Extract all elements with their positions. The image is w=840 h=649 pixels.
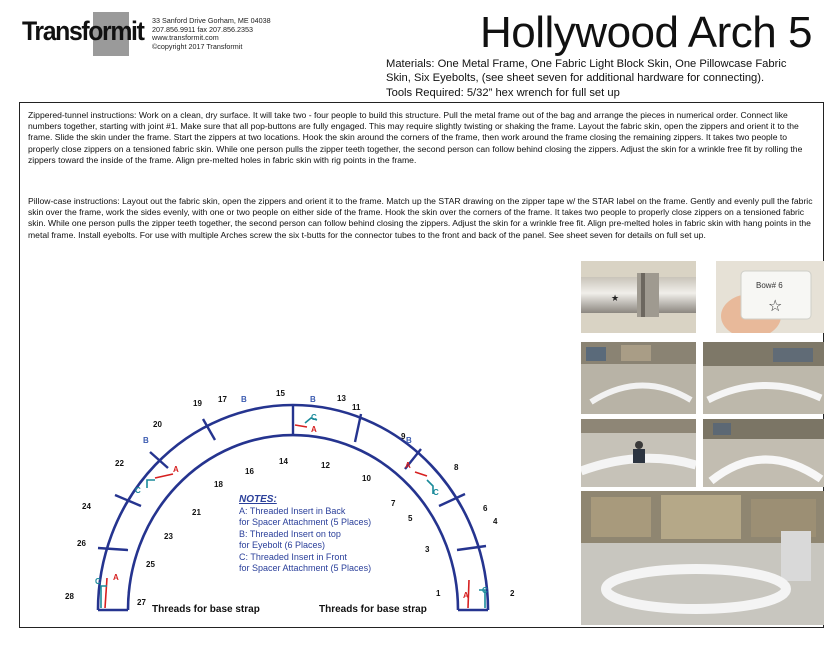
note-b-line-1: B: Threaded Insert on top bbox=[239, 528, 341, 539]
notes-title: NOTES: bbox=[239, 494, 277, 505]
photo-arch-side bbox=[703, 419, 824, 487]
joint-label-12: 12 bbox=[321, 461, 330, 470]
joint-label-5: 5 bbox=[408, 514, 413, 523]
materials-block bbox=[386, 57, 826, 100]
joint-label-23: 23 bbox=[164, 532, 173, 541]
insert-a-label-top: A bbox=[311, 425, 317, 434]
photo-warehouse-floor bbox=[581, 491, 824, 625]
photo-fabric-tag bbox=[716, 261, 824, 333]
joint-label-10: 10 bbox=[362, 474, 371, 483]
insert-c-label-bottom-right: C bbox=[482, 586, 488, 595]
photo-frame-joint bbox=[581, 261, 696, 333]
joint-label-22: 22 bbox=[115, 459, 124, 468]
joint-label-26: 26 bbox=[77, 539, 86, 548]
insert-b-label-2: B bbox=[310, 395, 316, 404]
joint-label-27: 27 bbox=[137, 598, 146, 607]
note-b-line-2: for Eyebolt (6 Places) bbox=[239, 540, 326, 550]
tools-required: Tools Required: 5/32” hex wrench for full set up bbox=[386, 86, 620, 99]
note-c-line-2: for Spacer Attachment (5 Places) bbox=[239, 563, 372, 573]
joint-label-6: 6 bbox=[483, 504, 488, 513]
diagram-notes bbox=[239, 494, 371, 575]
svg-text:★: ★ bbox=[611, 294, 620, 304]
joint-label-20: 20 bbox=[153, 420, 162, 429]
insert-c-label-bottom-left: C bbox=[95, 577, 101, 586]
threads-label-left: Threads for base strap bbox=[152, 604, 260, 615]
joint-label-4: 4 bbox=[493, 517, 498, 526]
page-title: Hollywood Arch 5 bbox=[480, 8, 812, 57]
threads-label-right: Threads for base strap bbox=[319, 604, 427, 615]
contact-web[interactable]: www.transformit.com bbox=[152, 33, 219, 43]
materials-line-2: Skin, Six Eyebolts, (see sheet seven for additional hardware for connecting). bbox=[386, 72, 765, 85]
joint-label-17: 17 bbox=[218, 395, 227, 404]
photo-person-assembling bbox=[581, 419, 696, 487]
pillowcase-instructions: Pillow-case instructions: Layout out the fabric skin, open the zippers and orient it to the frame. Match up the STAR drawing on the zipper tape w/ the STAR label on the frame. Gently and evenly pull the fabric skin over the frame, work the sides evenly, with one or two people on either side of the frame. Hook the skin over the corners of the frame. It takes two people to properly close zippers on a tensioned fabric skin. While one person pulls the zipper teeth together, the second person can follow behind closing the zippers. Adjust the skin for a wrinkle free fit. Align pre-melted holes in fabric skin with hang points in the metal frame. Install eyebolts. For use with multiple Arches screw the six t-butts for the connector tubes to the front and back of the panel. See sheet seven for details on full set up. bbox=[28, 196, 813, 240]
note-c-line-1: C: Threaded Insert in Front bbox=[239, 551, 347, 562]
note-a-line-2: for Spacer Attachment (5 Places) bbox=[239, 517, 372, 527]
joint-label-7: 7 bbox=[391, 499, 396, 508]
photo-tag-text: Bow# 6 bbox=[756, 281, 783, 290]
insert-a-label-right: A bbox=[405, 461, 411, 470]
zippered-instructions: Zippered-tunnel instructions: Work on a clean, dry surface. It will take two - four people to build this structure. Pull the metal frame out of the bag and arrange the pieces in numerical order. Connect like numbers together, starting with joint #1. Make sure that all pop-buttons are fully engaged. This may require slightly twisting or shaking the frame. Layout the fabric skin, open the zippers and orient it to the frame. Slide the skin under the frame. Start the zippers at two locations. Hook the skin around the corners of the frame, then work around the frame closing the remaining zippers. It takes two people to properly close zippers on a tensioned fabric skin. While one person pulls the zipper teeth together, the second person can follow behind closing the zippers. Adjust the skin for a wrinkle free fit by rolling the zippers toward the inside of the frame. Align pre-melted holes in fabric skin with rig points in the frame. bbox=[28, 110, 803, 165]
insert-a-label-left: A bbox=[173, 465, 179, 474]
contact-address: 33 Sanford Drive Gorham, ME 04038 bbox=[152, 16, 271, 25]
photo-layout-1 bbox=[581, 342, 696, 414]
insert-c-label-top: C bbox=[311, 413, 317, 422]
photo-layout-2 bbox=[703, 342, 824, 414]
joint-label-2: 2 bbox=[510, 589, 515, 598]
joint-label-11: 11 bbox=[352, 403, 361, 412]
insert-b-label-1: B bbox=[241, 395, 247, 404]
contact-block bbox=[152, 17, 271, 51]
insert-a-label-bottom-right: A bbox=[463, 591, 469, 600]
joint-label-28: 28 bbox=[65, 592, 74, 601]
insert-c-label-right: C bbox=[433, 488, 439, 497]
logo: Transformit bbox=[22, 16, 144, 46]
contact-phone: 207.856.9911 fax 207.856.2353 bbox=[152, 24, 253, 34]
contact-copyright: ©copyright 2017 Transformit bbox=[152, 41, 243, 51]
insert-b-label-4: B bbox=[406, 436, 412, 445]
joint-label-18: 18 bbox=[214, 480, 223, 489]
joint-label-8: 8 bbox=[454, 463, 459, 472]
joint-label-3: 3 bbox=[425, 545, 430, 554]
insert-c-label-left: C bbox=[135, 486, 141, 495]
joint-label-24: 24 bbox=[82, 502, 91, 511]
joint-label-21: 21 bbox=[192, 508, 201, 517]
joint-label-15: 15 bbox=[276, 389, 285, 398]
joint-label-9: 9 bbox=[401, 432, 406, 441]
joint-label-13: 13 bbox=[337, 394, 346, 403]
insert-a-label-bottom-left: A bbox=[113, 573, 119, 582]
joint-label-14: 14 bbox=[279, 457, 288, 466]
joint-label-19: 19 bbox=[193, 399, 202, 408]
svg-text:☆: ☆ bbox=[768, 296, 783, 315]
insert-b-label-3: B bbox=[143, 436, 149, 445]
joint-label-16: 16 bbox=[245, 467, 254, 476]
joint-label-25: 25 bbox=[146, 560, 155, 569]
joint-label-1: 1 bbox=[436, 589, 441, 598]
note-a-line-1: A: Threaded Insert in Back bbox=[239, 505, 346, 516]
materials-line-1: Materials: One Metal Frame, One Fabric Light Block Skin, One Pillowcase Fabric bbox=[386, 58, 787, 70]
